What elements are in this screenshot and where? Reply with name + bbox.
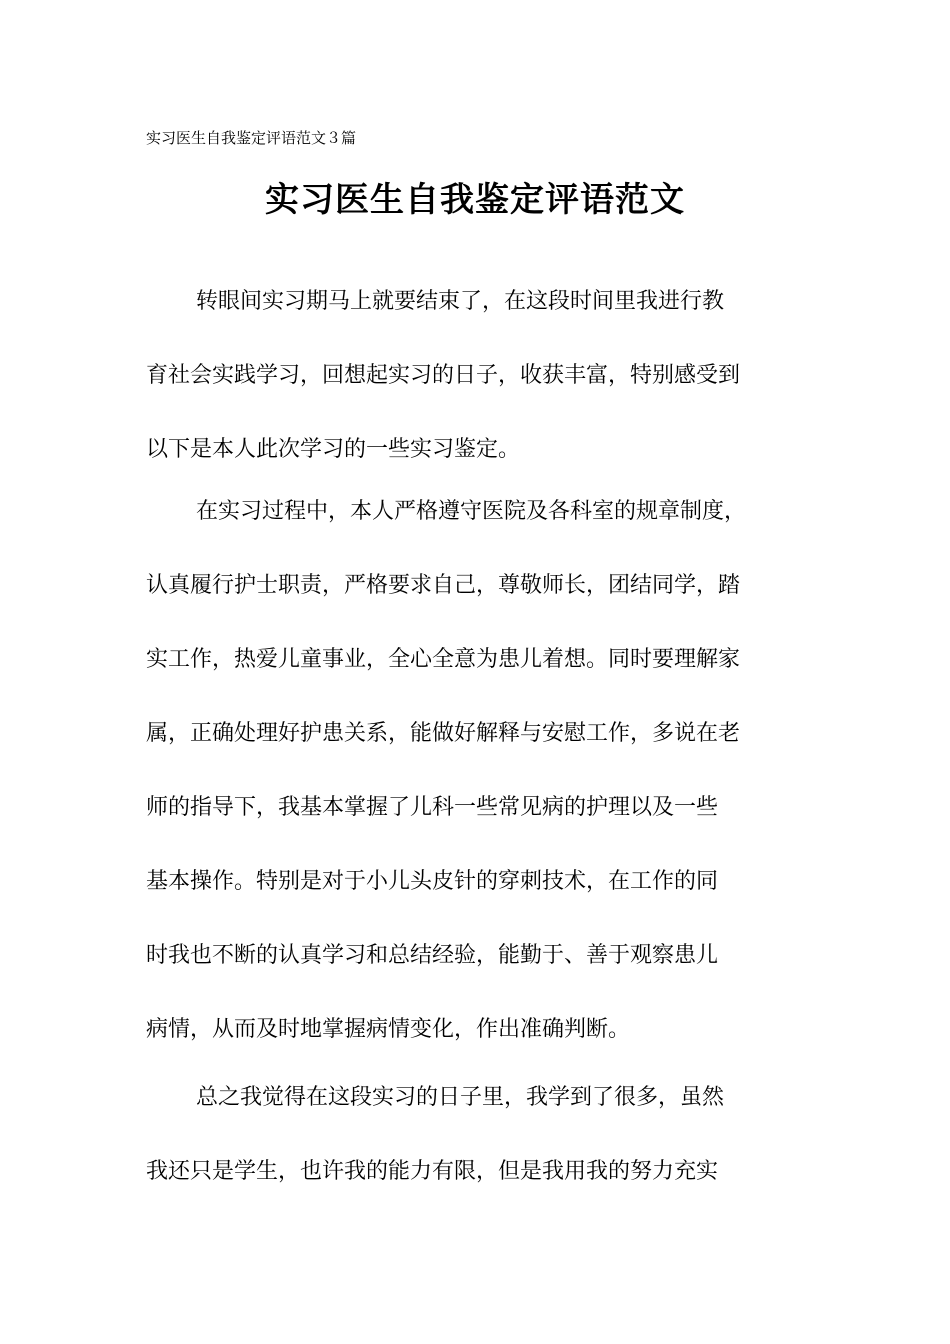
paragraph-line: 基本操作。特别是对于小儿头皮针的穿刺技术，在工作的同 (146, 869, 719, 894)
paragraph-line: 实工作，热爱儿童事业，全心全意为患儿着想。同时要理解家 (146, 647, 741, 672)
document-header: 实习医生自我鉴定评语范文３篇 (146, 129, 357, 147)
paragraph-line: 转眼间实习期马上就要结束了，在这段时间里我进行教 (196, 289, 725, 314)
paragraph-1 (146, 265, 816, 487)
paragraph-line: 属，正确处理好护患关系，能做好解释与安慰工作，多说在老 (146, 721, 741, 746)
paragraph-line: 时我也不断的认真学习和总结经验，能勤于、善于观察患儿 (146, 943, 719, 968)
paragraph-line: 育社会实践学习，回想起实习的日子，收获丰富，特别感受到 (146, 363, 741, 388)
paragraph-line: 在实习过程中，本人严格遵守医院及各科室的规章制度， (196, 499, 747, 524)
paragraph-line: 病情，从而及时地掌握病情变化，作出准确判断。 (146, 1017, 631, 1042)
paragraph-2 (146, 475, 816, 1067)
paragraph-line: 师的指导下，我基本掌握了儿科一些常见病的护理以及一些 (146, 795, 719, 820)
document-title: 实习医生自我鉴定评语范文 (265, 180, 685, 220)
paragraph-line: 以下是本人此次学习的一些实习鉴定。 (146, 437, 521, 462)
paragraph-line: 总之我觉得在这段实习的日子里，我学到了很多，虽然 (196, 1085, 725, 1110)
paragraph-line: 认真履行护士职责，严格要求自己，尊敬师长，团结同学，踏 (146, 573, 741, 598)
paragraph-3 (146, 1061, 816, 1209)
paragraph-line: 我还只是学生，也许我的能力有限，但是我用我的努力充实 (146, 1159, 719, 1184)
